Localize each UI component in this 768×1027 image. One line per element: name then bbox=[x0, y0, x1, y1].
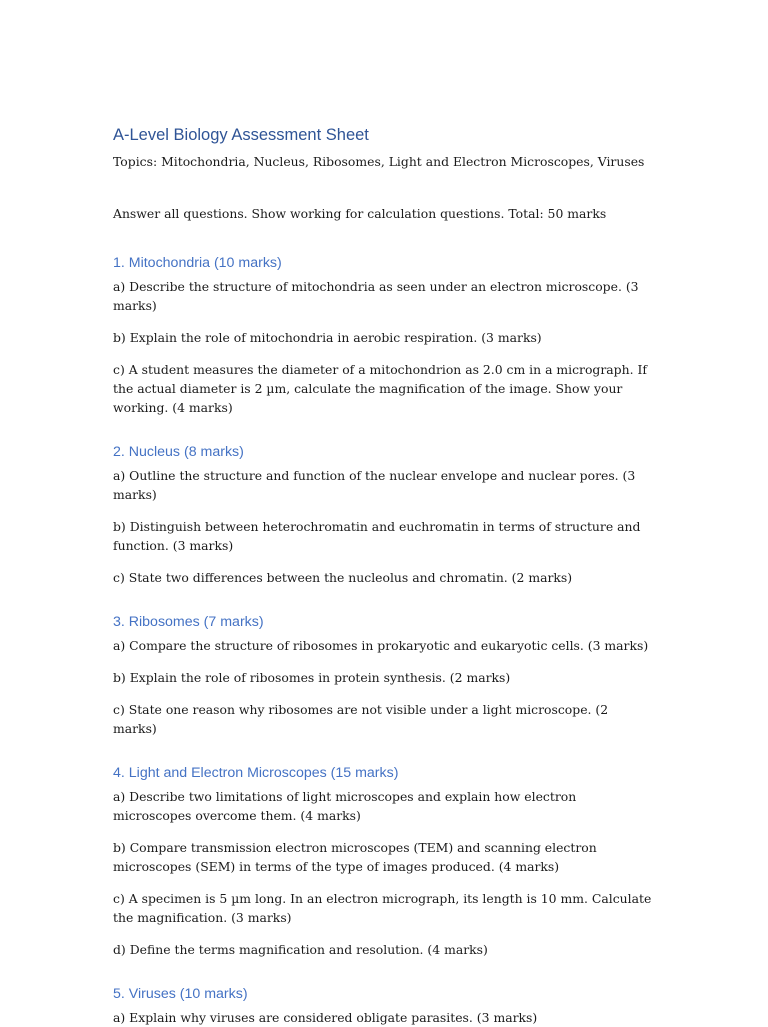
document-page bbox=[113, 125, 653, 1027]
section-heading: 4. Light and Electron Microscopes (15 marks) bbox=[113, 765, 399, 781]
question-4a: a) Describe two limitations of light microscopes and explain how electron microscopes overcome them. (4 marks) bbox=[113, 789, 577, 823]
document-title: A-Level Biology Assessment Sheet bbox=[113, 126, 369, 144]
question-1b: b) Explain the role of mitochondria in aerobic respiration. (3 marks) bbox=[113, 330, 542, 345]
question-3b: b) Explain the role of ribosomes in protein synthesis. (2 marks) bbox=[113, 670, 511, 685]
question-4c: c) A specimen is 5 µm long. In an electron micrograph, its length is 10 mm. Calculate the magnification. (3 marks) bbox=[113, 891, 652, 925]
section-mitochondria bbox=[113, 253, 653, 417]
question-3c: c) State one reason why ribosomes are not visible under a light microscope. (2 marks) bbox=[113, 702, 609, 736]
section-microscopes bbox=[113, 763, 653, 959]
question-3a: a) Compare the structure of ribosomes in prokaryotic and eukaryotic cells. (3 marks) bbox=[113, 638, 649, 653]
section-heading: 3. Ribosomes (7 marks) bbox=[113, 614, 264, 630]
section-ribosomes bbox=[113, 612, 653, 738]
question-1a: a) Describe the structure of mitochondria as seen under an electron microscope. (3 marks) bbox=[113, 279, 639, 313]
document-instructions: Answer all questions. Show working for calculation questions. Total: 50 marks bbox=[113, 206, 607, 221]
question-2c: c) State two differences between the nucleolus and chromatin. (2 marks) bbox=[113, 570, 573, 585]
document-topics: Topics: Mitochondria, Nucleus, Ribosomes, Light and Electron Microscopes, Viruses bbox=[113, 154, 645, 169]
question-1c: c) A student measures the diameter of a mitochondrion as 2.0 cm in a micrograph. If the actual diameter is 2 µm, calculate the magnification of the image. Show your working. (4 marks) bbox=[113, 362, 647, 415]
question-2b: b) Distinguish between heterochromatin and euchromatin in terms of structure and function. (3 marks) bbox=[113, 519, 641, 553]
question-5a: a) Explain why viruses are considered obligate parasites. (3 marks) bbox=[113, 1010, 538, 1025]
section-heading: 2. Nucleus (8 marks) bbox=[113, 444, 244, 460]
section-viruses bbox=[113, 984, 653, 1027]
question-4b: b) Compare transmission electron microscopes (TEM) and scanning electron microscopes (SEM) in terms of the type of images produced. (4 marks) bbox=[113, 840, 597, 874]
question-2a: a) Outline the structure and function of the nuclear envelope and nuclear pores. (3 marks) bbox=[113, 468, 636, 502]
section-heading: 1. Mitochondria (10 marks) bbox=[113, 255, 282, 271]
section-nucleus bbox=[113, 442, 653, 587]
question-4d: d) Define the terms magnification and resolution. (4 marks) bbox=[113, 942, 488, 957]
section-heading: 5. Viruses (10 marks) bbox=[113, 986, 248, 1002]
